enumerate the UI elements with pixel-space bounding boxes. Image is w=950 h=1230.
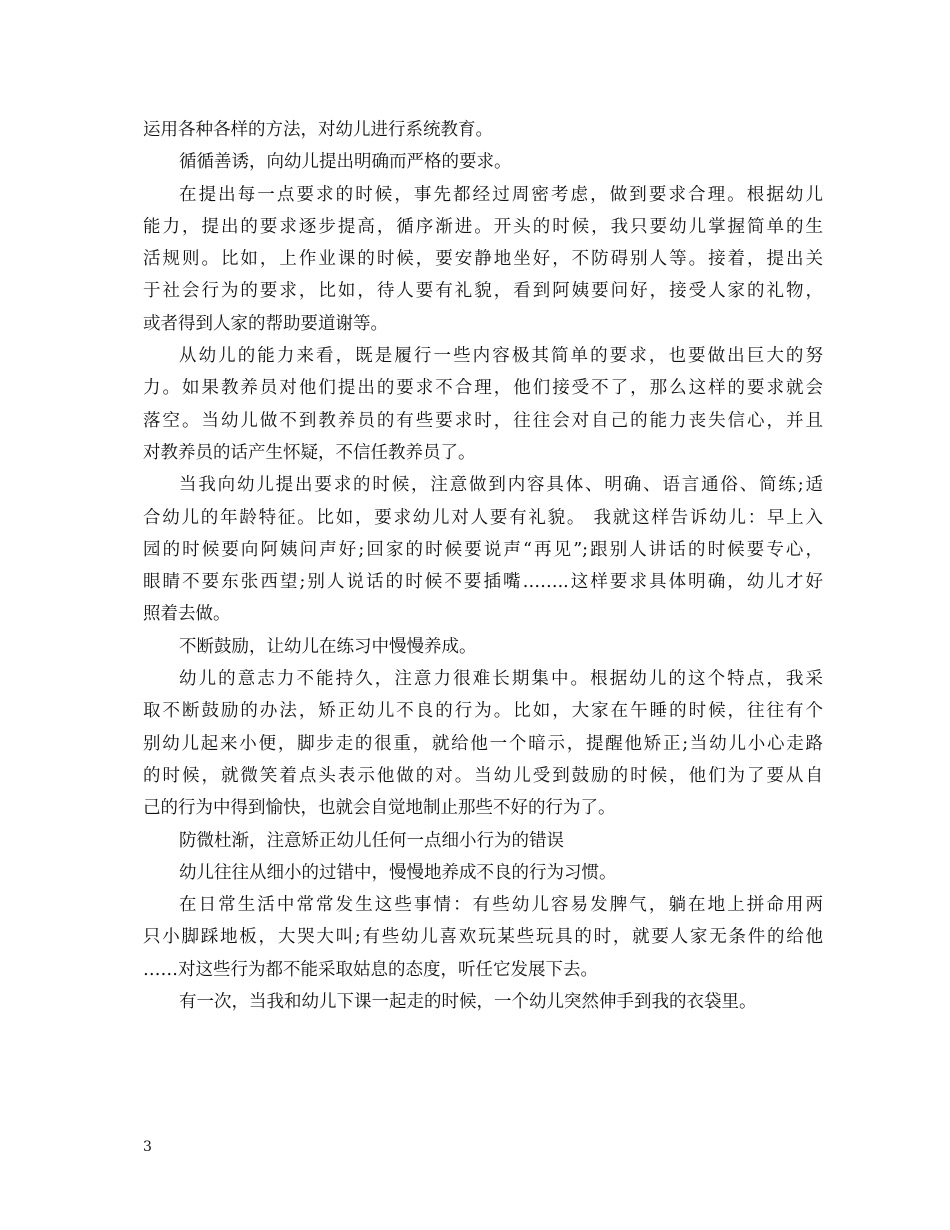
text-line: 只小脚踩地板，大哭大叫;有些幼儿喜欢玩某些玩具的时，就要人家无条件的给他 <box>143 927 823 948</box>
text-line: 活规则。比如，上作业课的时候，要安静地坐好，不防碍别人等。接着，提出关 <box>143 249 823 270</box>
text-line: 园的时候要向阿姨问声好;回家的时候要说声“再见”;跟别人讲话的时候要专心， <box>143 539 823 560</box>
text-line: ……对这些行为都不能采取姑息的态度，听任它发展下去。 <box>143 959 598 980</box>
text-line: 合幼儿的年龄特征。比如，要求幼儿对人要有礼貌。 我就这样告诉幼儿：早上入 <box>143 507 823 528</box>
text-line: 己的行为中得到愉快，也就会自觉地制止那些不好的行为了。 <box>143 798 616 819</box>
text-line: 有一次，当我和幼儿下课一起走的时候，一个幼儿突然伸手到我的衣袋里。 <box>179 992 757 1013</box>
text-line: 从幼儿的能力来看，既是履行一些内容极其简单的要求，也要做出巨大的努 <box>179 346 823 367</box>
text-line: 落空。当幼儿做不到教养员的有些要求时，往往会对自己的能力丧失信心，并且 <box>143 410 823 431</box>
text-line: 在日常生活中常常发生这些事情：有些幼儿容易发脾气，躺在地上拼命用两 <box>179 895 823 916</box>
text-line: 力。如果教养员对他们提出的要求不合理，他们接受不了，那么这样的要求就会 <box>143 378 823 399</box>
text-line: 能力，提出的要求逐步提高，循序渐进。开头的时候，我只要幼儿掌握简单的生 <box>143 216 823 237</box>
text-line: 或者得到人家的帮助要道谢等。 <box>143 313 388 334</box>
text-line: 运用各种各样的方法，对幼儿进行系统教育。 <box>143 120 493 140</box>
text-line: 防微杜渐，注意矫正幼儿任何一点细小行为的错误 <box>179 830 564 851</box>
text-line: 于社会行为的要求，比如，待人要有礼貌，看到阿姨要问好，接受人家的礼物， <box>143 281 823 302</box>
text-line: 不断鼓励，让幼儿在练习中慢慢养成。 <box>179 636 477 657</box>
text-line: 照着去做。 <box>143 604 231 625</box>
text-line: 取不断鼓励的办法，矫正幼儿不良的行为。比如，大家在午睡的时候，往往有个 <box>143 701 823 722</box>
text-line: 眼睛不要东张西望;别人说话的时候不要插嘴……..这样要求具体明确，幼儿才好 <box>143 572 823 593</box>
text-line: 在提出每一点要求的时候，事先都经过周密考虑，做到要求合理。根据幼儿 <box>179 184 823 205</box>
body-text <box>143 114 823 1018</box>
text-line: 幼儿往往从细小的过错中，慢慢地养成不良的行为习惯。 <box>179 862 617 883</box>
text-line: 当我向幼儿提出要求的时候，注意做到内容具体、明确、语言通俗、简练;适 <box>179 475 823 496</box>
text-line: 循循善诱，向幼儿提出明确而严格的要求。 <box>179 152 512 173</box>
text-line: 别幼儿起来小便，脚步走的很重，就给他一个暗示，提醒他矫正;当幼儿小心走路 <box>143 733 823 754</box>
text-line: 的时候，就微笑着点头表示他做的对。当幼儿受到鼓励的时候，他们为了要从自 <box>143 765 823 786</box>
page-number: 3 <box>143 1139 152 1155</box>
text-line: 对教养员的话产生怀疑，不信任教养员了。 <box>143 442 476 463</box>
text-line: 幼儿的意志力不能持久，注意力很难长期集中。根据幼儿的这个特点，我采 <box>179 669 823 690</box>
